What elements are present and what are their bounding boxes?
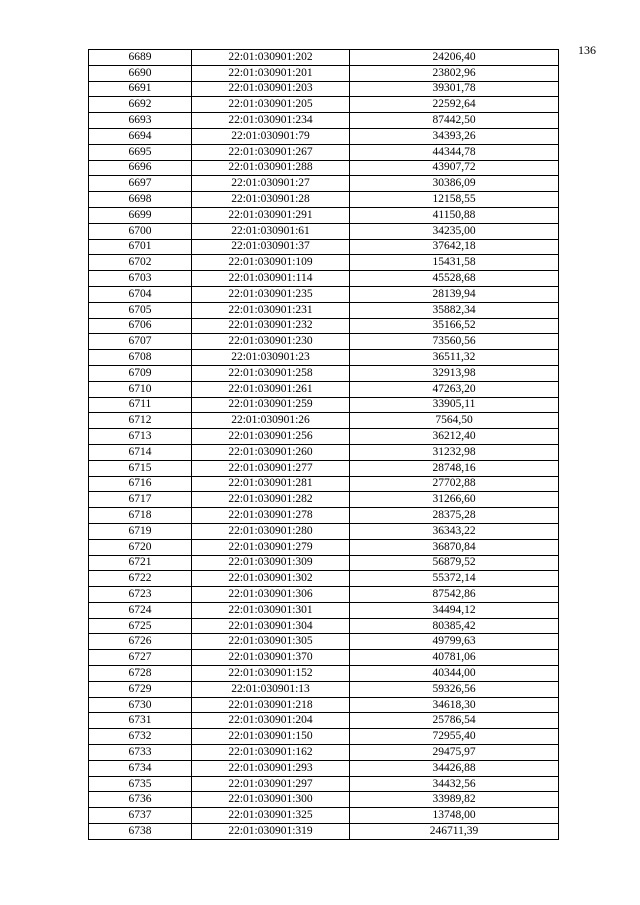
row-number-cell: 6696 xyxy=(89,160,192,176)
cadastral-number-cell: 22:01:030901:280 xyxy=(192,523,350,539)
cadastral-number-cell: 22:01:030901:27 xyxy=(192,176,350,192)
table-row xyxy=(89,776,559,792)
row-number-cell: 6723 xyxy=(89,587,192,603)
table-row xyxy=(89,365,559,381)
table-row xyxy=(89,523,559,539)
row-number-cell: 6693 xyxy=(89,113,192,129)
table-row xyxy=(89,65,559,81)
value-cell: 72955,40 xyxy=(350,729,559,745)
table-row xyxy=(89,176,559,192)
table-body xyxy=(89,50,559,840)
row-number-cell: 6738 xyxy=(89,824,192,840)
page-number: 136 xyxy=(578,43,596,57)
value-cell: 27702,88 xyxy=(350,476,559,492)
cadastral-number-cell: 22:01:030901:203 xyxy=(192,81,350,97)
value-cell: 45528,68 xyxy=(350,271,559,287)
row-number-cell: 6737 xyxy=(89,808,192,824)
value-cell: 31232,98 xyxy=(350,444,559,460)
value-cell: 49799,63 xyxy=(350,634,559,650)
row-number-cell: 6728 xyxy=(89,666,192,682)
value-cell: 34432,56 xyxy=(350,776,559,792)
row-number-cell: 6736 xyxy=(89,792,192,808)
table-row xyxy=(89,745,559,761)
row-number-cell: 6697 xyxy=(89,176,192,192)
table-row xyxy=(89,508,559,524)
data-table xyxy=(88,49,559,840)
cadastral-number-cell: 22:01:030901:293 xyxy=(192,760,350,776)
cadastral-number-cell: 22:01:030901:114 xyxy=(192,271,350,287)
cadastral-number-cell: 22:01:030901:204 xyxy=(192,713,350,729)
cadastral-number-cell: 22:01:030901:28 xyxy=(192,192,350,208)
value-cell: 34393,26 xyxy=(350,128,559,144)
row-number-cell: 6711 xyxy=(89,397,192,413)
table-row xyxy=(89,808,559,824)
value-cell: 55372,14 xyxy=(350,571,559,587)
cadastral-number-cell: 22:01:030901:231 xyxy=(192,302,350,318)
table-row xyxy=(89,429,559,445)
row-number-cell: 6714 xyxy=(89,444,192,460)
row-number-cell: 6705 xyxy=(89,302,192,318)
cadastral-number-cell: 22:01:030901:26 xyxy=(192,413,350,429)
value-cell: 73560,56 xyxy=(350,334,559,350)
row-number-cell: 6727 xyxy=(89,650,192,666)
row-number-cell: 6720 xyxy=(89,539,192,555)
cadastral-number-cell: 22:01:030901:277 xyxy=(192,460,350,476)
cadastral-number-cell: 22:01:030901:278 xyxy=(192,508,350,524)
table-row xyxy=(89,713,559,729)
cadastral-number-cell: 22:01:030901:288 xyxy=(192,160,350,176)
row-number-cell: 6721 xyxy=(89,555,192,571)
table-row xyxy=(89,587,559,603)
table-row xyxy=(89,602,559,618)
cadastral-number-cell: 22:01:030901:325 xyxy=(192,808,350,824)
value-cell: 22592,64 xyxy=(350,97,559,113)
value-cell: 36212,40 xyxy=(350,429,559,445)
value-cell: 28748,16 xyxy=(350,460,559,476)
cadastral-number-cell: 22:01:030901:234 xyxy=(192,113,350,129)
value-cell: 24206,40 xyxy=(350,50,559,66)
row-number-cell: 6724 xyxy=(89,602,192,618)
value-cell: 28139,94 xyxy=(350,286,559,302)
value-cell: 35166,52 xyxy=(350,318,559,334)
cadastral-number-cell: 22:01:030901:218 xyxy=(192,697,350,713)
cadastral-number-cell: 22:01:030901:306 xyxy=(192,587,350,603)
cadastral-number-cell: 22:01:030901:150 xyxy=(192,729,350,745)
row-number-cell: 6729 xyxy=(89,681,192,697)
cadastral-number-cell: 22:01:030901:261 xyxy=(192,381,350,397)
cadastral-number-cell: 22:01:030901:232 xyxy=(192,318,350,334)
table-row xyxy=(89,207,559,223)
table-row xyxy=(89,81,559,97)
value-cell: 23802,96 xyxy=(350,65,559,81)
row-number-cell: 6690 xyxy=(89,65,192,81)
cadastral-number-cell: 22:01:030901:279 xyxy=(192,539,350,555)
value-cell: 80385,42 xyxy=(350,618,559,634)
cadastral-number-cell: 22:01:030901:256 xyxy=(192,429,350,445)
table-row xyxy=(89,271,559,287)
table-row xyxy=(89,255,559,271)
table-row xyxy=(89,318,559,334)
cadastral-number-cell: 22:01:030901:305 xyxy=(192,634,350,650)
cadastral-number-cell: 22:01:030901:302 xyxy=(192,571,350,587)
cadastral-number-cell: 22:01:030901:13 xyxy=(192,681,350,697)
table-row xyxy=(89,350,559,366)
cadastral-number-cell: 22:01:030901:61 xyxy=(192,223,350,239)
cadastral-number-cell: 22:01:030901:205 xyxy=(192,97,350,113)
row-number-cell: 6712 xyxy=(89,413,192,429)
value-cell: 34618,30 xyxy=(350,697,559,713)
value-cell: 40781,06 xyxy=(350,650,559,666)
row-number-cell: 6715 xyxy=(89,460,192,476)
row-number-cell: 6734 xyxy=(89,760,192,776)
table-row xyxy=(89,128,559,144)
row-number-cell: 6732 xyxy=(89,729,192,745)
table-row xyxy=(89,334,559,350)
cadastral-number-cell: 22:01:030901:230 xyxy=(192,334,350,350)
table-row xyxy=(89,555,559,571)
cadastral-number-cell: 22:01:030901:235 xyxy=(192,286,350,302)
table-row xyxy=(89,397,559,413)
value-cell: 33989,82 xyxy=(350,792,559,808)
table-row xyxy=(89,650,559,666)
table-row xyxy=(89,634,559,650)
row-number-cell: 6713 xyxy=(89,429,192,445)
cadastral-number-cell: 22:01:030901:37 xyxy=(192,239,350,255)
table-row xyxy=(89,460,559,476)
table-row xyxy=(89,824,559,840)
table-row xyxy=(89,160,559,176)
cadastral-number-cell: 22:01:030901:309 xyxy=(192,555,350,571)
row-number-cell: 6719 xyxy=(89,523,192,539)
table-row xyxy=(89,444,559,460)
table-row xyxy=(89,50,559,66)
cadastral-number-cell: 22:01:030901:304 xyxy=(192,618,350,634)
cadastral-number-cell: 22:01:030901:281 xyxy=(192,476,350,492)
value-cell: 31266,60 xyxy=(350,492,559,508)
value-cell: 40344,00 xyxy=(350,666,559,682)
value-cell: 35882,34 xyxy=(350,302,559,318)
row-number-cell: 6733 xyxy=(89,745,192,761)
table-row xyxy=(89,286,559,302)
row-number-cell: 6730 xyxy=(89,697,192,713)
row-number-cell: 6692 xyxy=(89,97,192,113)
cadastral-number-cell: 22:01:030901:282 xyxy=(192,492,350,508)
value-cell: 13748,00 xyxy=(350,808,559,824)
cadastral-number-cell: 22:01:030901:258 xyxy=(192,365,350,381)
value-cell: 47263,20 xyxy=(350,381,559,397)
row-number-cell: 6709 xyxy=(89,365,192,381)
cadastral-number-cell: 22:01:030901:201 xyxy=(192,65,350,81)
value-cell: 30386,09 xyxy=(350,176,559,192)
table-row xyxy=(89,223,559,239)
value-cell: 12158,55 xyxy=(350,192,559,208)
table-row xyxy=(89,381,559,397)
row-number-cell: 6689 xyxy=(89,50,192,66)
value-cell: 43907,72 xyxy=(350,160,559,176)
row-number-cell: 6691 xyxy=(89,81,192,97)
row-number-cell: 6699 xyxy=(89,207,192,223)
table-row xyxy=(89,539,559,555)
value-cell: 246711,39 xyxy=(350,824,559,840)
cadastral-number-cell: 22:01:030901:260 xyxy=(192,444,350,460)
table-row xyxy=(89,618,559,634)
row-number-cell: 6701 xyxy=(89,239,192,255)
row-number-cell: 6735 xyxy=(89,776,192,792)
table-row xyxy=(89,97,559,113)
value-cell: 7564,50 xyxy=(350,413,559,429)
value-cell: 36870,84 xyxy=(350,539,559,555)
table-row xyxy=(89,681,559,697)
value-cell: 56879,52 xyxy=(350,555,559,571)
row-number-cell: 6731 xyxy=(89,713,192,729)
table-row xyxy=(89,192,559,208)
row-number-cell: 6726 xyxy=(89,634,192,650)
table-row xyxy=(89,144,559,160)
table-row xyxy=(89,666,559,682)
row-number-cell: 6698 xyxy=(89,192,192,208)
cadastral-number-cell: 22:01:030901:152 xyxy=(192,666,350,682)
row-number-cell: 6708 xyxy=(89,350,192,366)
table-row xyxy=(89,476,559,492)
table-row xyxy=(89,239,559,255)
value-cell: 36511,32 xyxy=(350,350,559,366)
value-cell: 28375,28 xyxy=(350,508,559,524)
cadastral-number-cell: 22:01:030901:79 xyxy=(192,128,350,144)
cadastral-number-cell: 22:01:030901:267 xyxy=(192,144,350,160)
row-number-cell: 6722 xyxy=(89,571,192,587)
row-number-cell: 6718 xyxy=(89,508,192,524)
table-row xyxy=(89,792,559,808)
row-number-cell: 6725 xyxy=(89,618,192,634)
row-number-cell: 6695 xyxy=(89,144,192,160)
cadastral-number-cell: 22:01:030901:301 xyxy=(192,602,350,618)
row-number-cell: 6702 xyxy=(89,255,192,271)
value-cell: 32913,98 xyxy=(350,365,559,381)
value-cell: 41150,88 xyxy=(350,207,559,223)
value-cell: 87542,86 xyxy=(350,587,559,603)
row-number-cell: 6700 xyxy=(89,223,192,239)
value-cell: 33905,11 xyxy=(350,397,559,413)
table-row xyxy=(89,729,559,745)
cadastral-number-cell: 22:01:030901:370 xyxy=(192,650,350,666)
table-row xyxy=(89,413,559,429)
cadastral-number-cell: 22:01:030901:259 xyxy=(192,397,350,413)
row-number-cell: 6707 xyxy=(89,334,192,350)
row-number-cell: 6703 xyxy=(89,271,192,287)
value-cell: 36343,22 xyxy=(350,523,559,539)
value-cell: 15431,58 xyxy=(350,255,559,271)
cadastral-number-cell: 22:01:030901:202 xyxy=(192,50,350,66)
row-number-cell: 6717 xyxy=(89,492,192,508)
table-row xyxy=(89,302,559,318)
cadastral-number-cell: 22:01:030901:291 xyxy=(192,207,350,223)
cadastral-number-cell: 22:01:030901:319 xyxy=(192,824,350,840)
value-cell: 34235,00 xyxy=(350,223,559,239)
cadastral-number-cell: 22:01:030901:297 xyxy=(192,776,350,792)
value-cell: 25786,54 xyxy=(350,713,559,729)
table-row xyxy=(89,492,559,508)
cadastral-number-cell: 22:01:030901:300 xyxy=(192,792,350,808)
value-cell: 37642,18 xyxy=(350,239,559,255)
value-cell: 34426,88 xyxy=(350,760,559,776)
cadastral-number-cell: 22:01:030901:109 xyxy=(192,255,350,271)
value-cell: 44344,78 xyxy=(350,144,559,160)
value-cell: 34494,12 xyxy=(350,602,559,618)
value-cell: 29475,97 xyxy=(350,745,559,761)
table-row xyxy=(89,697,559,713)
value-cell: 59326,56 xyxy=(350,681,559,697)
row-number-cell: 6710 xyxy=(89,381,192,397)
cadastral-number-cell: 22:01:030901:162 xyxy=(192,745,350,761)
row-number-cell: 6716 xyxy=(89,476,192,492)
value-cell: 87442,50 xyxy=(350,113,559,129)
table-row xyxy=(89,113,559,129)
row-number-cell: 6704 xyxy=(89,286,192,302)
table-row xyxy=(89,571,559,587)
row-number-cell: 6694 xyxy=(89,128,192,144)
cadastral-number-cell: 22:01:030901:23 xyxy=(192,350,350,366)
table-row xyxy=(89,760,559,776)
row-number-cell: 6706 xyxy=(89,318,192,334)
value-cell: 39301,78 xyxy=(350,81,559,97)
